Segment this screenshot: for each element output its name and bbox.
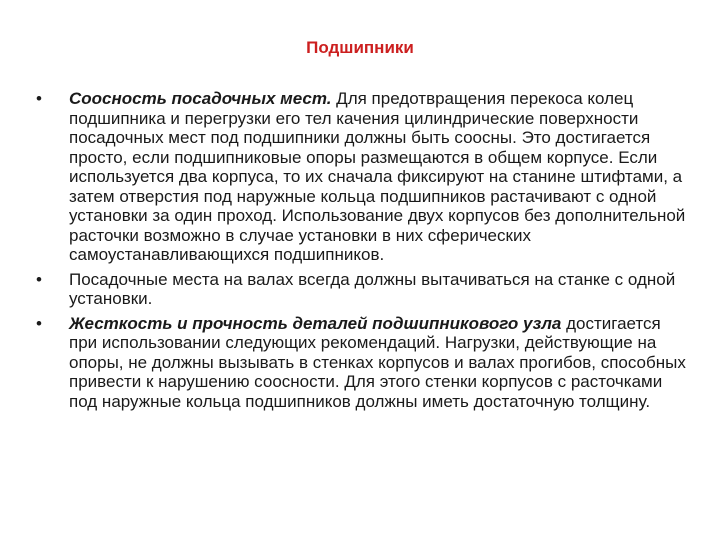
- bullet-dot-icon: •: [36, 269, 42, 289]
- bullet-lead-text: Соосность посадочных мест.: [69, 89, 332, 108]
- bullet-dot-icon: •: [36, 313, 42, 333]
- bullet-item-shaft-seats: [36, 270, 686, 309]
- bullet-body-text: Для предотвращения перекоса колец подшипника и перегрузки его тел качения цилиндрические поверхности посадочных мест под подшипники должны быть соосны. Это достигается просто, если подшипниковые опоры размещаются в общем корпусе. Если используется два корпуса, то их сначала фиксируют на станине штифтами, а затем отверстия под наружные кольца подшипников растачивают с одной установки за один проход. Использование двух корпусов без дополнительной расточки возможно в случае установки в них сферических самоустанавливающихся подшипников.: [69, 89, 686, 264]
- bullet-list: [36, 89, 686, 416]
- slide-title: Подшипники: [306, 38, 414, 57]
- bullet-body-text: Посадочные места на валах всегда должны вытачиваться на станке с одной установки.: [69, 269, 676, 308]
- bullet-item-alignment: [36, 89, 686, 265]
- bullet-body-text: достигается при использовании следующих рекомендаций. Нагрузки, действующие на опоры, не должны вызывать в стенках корпусов и валах прогибов, способных привести к нарушению соосности. Для этого стенки корпусов с расточками под наружные кольца подшипников должны иметь достаточную толщину.: [69, 313, 686, 411]
- bullet-dot-icon: •: [36, 89, 42, 108]
- bullet-item-rigidity: [36, 314, 686, 412]
- bullet-lead-text: Жесткость и прочность деталей подшипникового узла: [69, 313, 562, 333]
